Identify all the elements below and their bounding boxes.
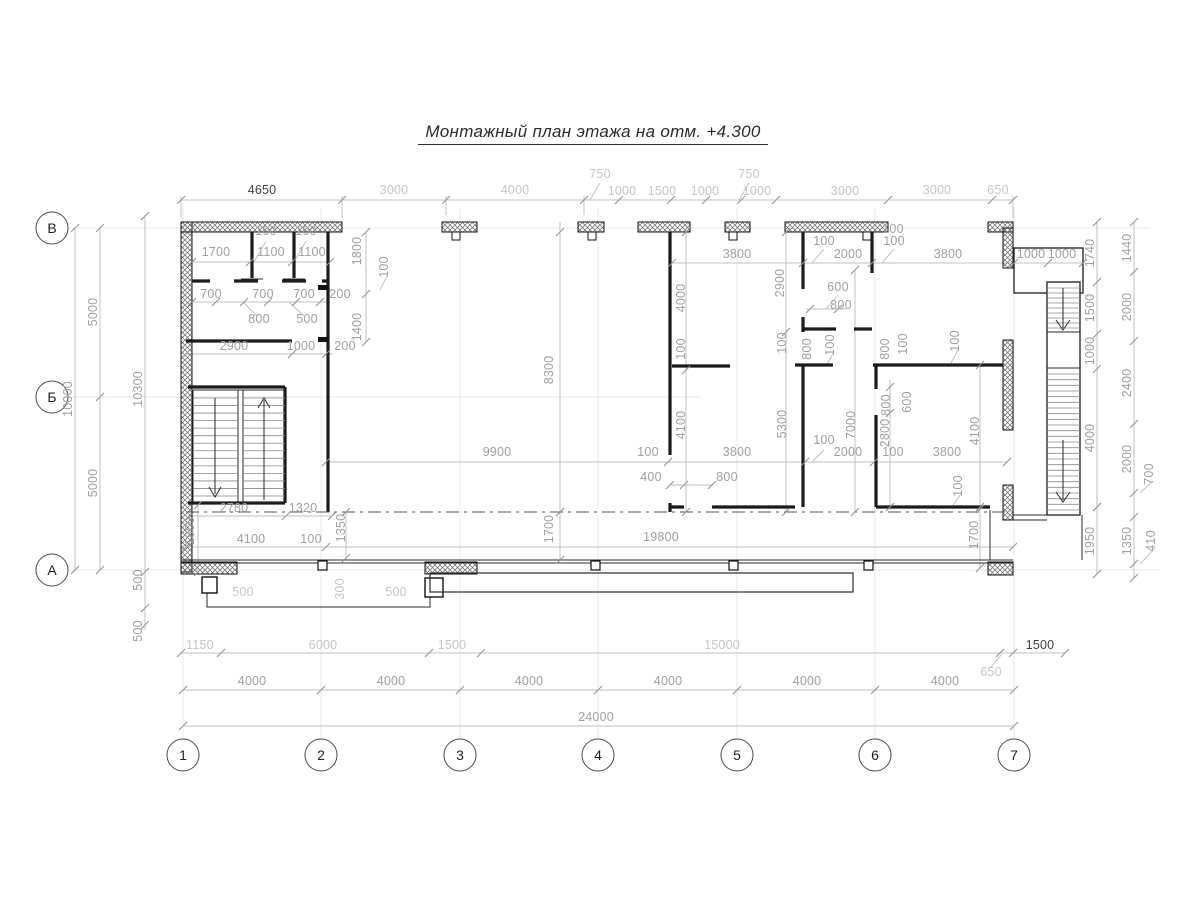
dim-label: 1860 <box>183 516 197 546</box>
dim-label: 650 <box>987 183 1009 197</box>
dim-label: 100 <box>255 224 277 238</box>
porch-outline <box>202 573 853 607</box>
dim-label: 1950 <box>1083 526 1097 556</box>
dim-label: 400 <box>640 470 662 484</box>
dim-label: 2780 <box>219 501 249 515</box>
dim-label: 100 <box>300 532 322 546</box>
dim-label: 2000 <box>833 247 863 261</box>
dim-label: 4100 <box>968 416 982 446</box>
dim-label: 7000 <box>844 410 858 440</box>
dim-label: 4000 <box>1083 423 1097 453</box>
dim-label: 800 <box>830 298 852 312</box>
axis-label: В <box>47 220 57 236</box>
dim-label: 8300 <box>542 355 556 385</box>
dim-label: 5000 <box>86 468 100 498</box>
dim-label: 1000 <box>286 339 316 353</box>
dim-label: 100 <box>813 433 835 447</box>
axis-label: 1 <box>179 747 187 763</box>
dim-label: 500 <box>296 312 318 326</box>
dim-label: 1700 <box>967 520 981 550</box>
dim-label: 500 <box>232 585 254 599</box>
bottom-wall <box>181 560 1013 570</box>
dim-label: 600 <box>900 391 914 413</box>
dim-label: 3800 <box>722 445 752 459</box>
dim-label: 750 <box>738 167 760 181</box>
dim-label: 2800 <box>878 418 892 448</box>
axis-label: Б <box>47 389 57 405</box>
dimension-labels <box>61 167 1158 724</box>
dim-label: 4100 <box>236 532 266 546</box>
dim-label: 2000 <box>1120 292 1134 322</box>
dim-label: 2400 <box>1120 368 1134 398</box>
dim-label: 15000 <box>704 638 740 652</box>
dim-label: 3800 <box>932 445 962 459</box>
tick-marks <box>71 196 1138 730</box>
dim-label: 600 <box>827 280 849 294</box>
dim-label: 2900 <box>219 339 249 353</box>
dim-label: 100 <box>823 334 837 356</box>
dim-label: 9900 <box>482 445 512 459</box>
axis-label: 4 <box>594 747 602 763</box>
dim-label: 800 <box>878 338 892 360</box>
dim-label: 100 <box>295 224 317 238</box>
dim-label: 10000 <box>61 381 75 417</box>
axis-label: 2 <box>317 747 325 763</box>
dim-label: 4100 <box>674 410 688 440</box>
dim-label: 750 <box>589 167 611 181</box>
dim-label: 3000 <box>830 184 860 198</box>
axis-label: 5 <box>733 747 741 763</box>
dim-label: 4000 <box>930 674 960 688</box>
dim-label: 4000 <box>674 283 688 313</box>
dim-label: 800 <box>716 470 738 484</box>
dim-label: 1740 <box>1083 238 1097 268</box>
dim-label: 2000 <box>833 445 863 459</box>
dim-label: 700 <box>252 287 274 301</box>
dim-label: 100 <box>377 256 391 278</box>
dim-label: 1500 <box>647 184 677 198</box>
dim-label: 800 <box>800 338 814 360</box>
dim-label: 19800 <box>643 530 679 544</box>
dim-label: 1700 <box>201 245 231 259</box>
drawing-title: Монтажный план этажа на отм. +4.300 <box>418 122 768 145</box>
dim-label: 700 <box>1142 463 1156 485</box>
dim-label: 100 <box>882 445 904 459</box>
dim-label: 1150 <box>186 638 214 652</box>
dim-label: 4650 <box>247 183 277 197</box>
dim-label: 5300 <box>775 409 789 439</box>
axis-label: А <box>47 562 57 578</box>
dim-label: 100 <box>637 445 659 459</box>
dim-label: 1000 <box>607 184 637 198</box>
stairs-right <box>1013 248 1083 560</box>
dim-label: 5000 <box>86 297 100 327</box>
dim-label: 3000 <box>379 183 409 197</box>
dim-label: 500 <box>131 620 145 642</box>
dim-label: 1000 <box>1016 247 1046 261</box>
dim-label: 2900 <box>773 268 787 298</box>
dim-label: 650 <box>980 665 1002 679</box>
dim-label: 300 <box>333 578 347 600</box>
dim-label: 1000 <box>1047 247 1077 261</box>
dim-label: 100 <box>948 330 962 352</box>
dim-label: 100 <box>896 333 910 355</box>
dim-label: 1400 <box>350 312 364 342</box>
dim-label: 1800 <box>350 236 364 266</box>
dim-label: 1500 <box>437 638 467 652</box>
stairs-left <box>193 390 285 502</box>
axis-label: 6 <box>871 747 879 763</box>
dim-label: 6000 <box>308 638 338 652</box>
dim-label: 1350 <box>1120 526 1134 556</box>
dim-label: 1440 <box>1120 233 1134 263</box>
dim-label: 200 <box>329 287 351 301</box>
dim-label: 1000 <box>690 184 720 198</box>
dim-label: 2000 <box>1120 444 1134 474</box>
dim-label: 500 <box>131 569 145 591</box>
dim-label: 100 <box>813 234 835 248</box>
dim-label: 3000 <box>922 183 952 197</box>
dim-label: 4000 <box>237 674 267 688</box>
dim-label: 4000 <box>792 674 822 688</box>
dim-label: 1000 <box>742 184 772 198</box>
dim-label: 24000 <box>578 710 614 724</box>
dim-label: 800 <box>879 394 893 416</box>
dim-label: 1350 <box>334 513 348 543</box>
dim-label: 100 <box>951 475 965 497</box>
dim-label: 1100 <box>257 245 285 259</box>
dim-label: 1000 <box>1083 336 1097 366</box>
dim-label: 1700 <box>542 514 556 544</box>
dim-label: 3800 <box>722 247 752 261</box>
dimension-lines <box>75 183 1155 726</box>
dim-label: 100 <box>882 222 904 236</box>
dim-label: 410 <box>1144 530 1158 552</box>
dim-label: 100 <box>775 332 789 354</box>
dim-label: 500 <box>385 585 407 599</box>
dim-label: 1500 <box>1083 293 1097 323</box>
dim-label: 4000 <box>500 183 530 197</box>
dim-label: 800 <box>248 312 270 326</box>
dim-label: 1100 <box>298 245 326 259</box>
dim-label: 3800 <box>933 247 963 261</box>
dim-label: 700 <box>293 287 315 301</box>
dim-label: 200 <box>334 339 356 353</box>
dim-label: 4000 <box>376 674 406 688</box>
dim-label: 4000 <box>514 674 544 688</box>
dim-label: 10300 <box>131 371 145 407</box>
axis-label: 3 <box>456 747 464 763</box>
dim-label: 1500 <box>1025 638 1055 652</box>
dim-label: 1320 <box>288 501 318 515</box>
dim-label: 700 <box>200 287 222 301</box>
dim-label: 4000 <box>653 674 683 688</box>
axis-label: 7 <box>1010 747 1018 763</box>
dim-label: 100 <box>883 234 905 248</box>
dim-label: 100 <box>674 338 688 360</box>
